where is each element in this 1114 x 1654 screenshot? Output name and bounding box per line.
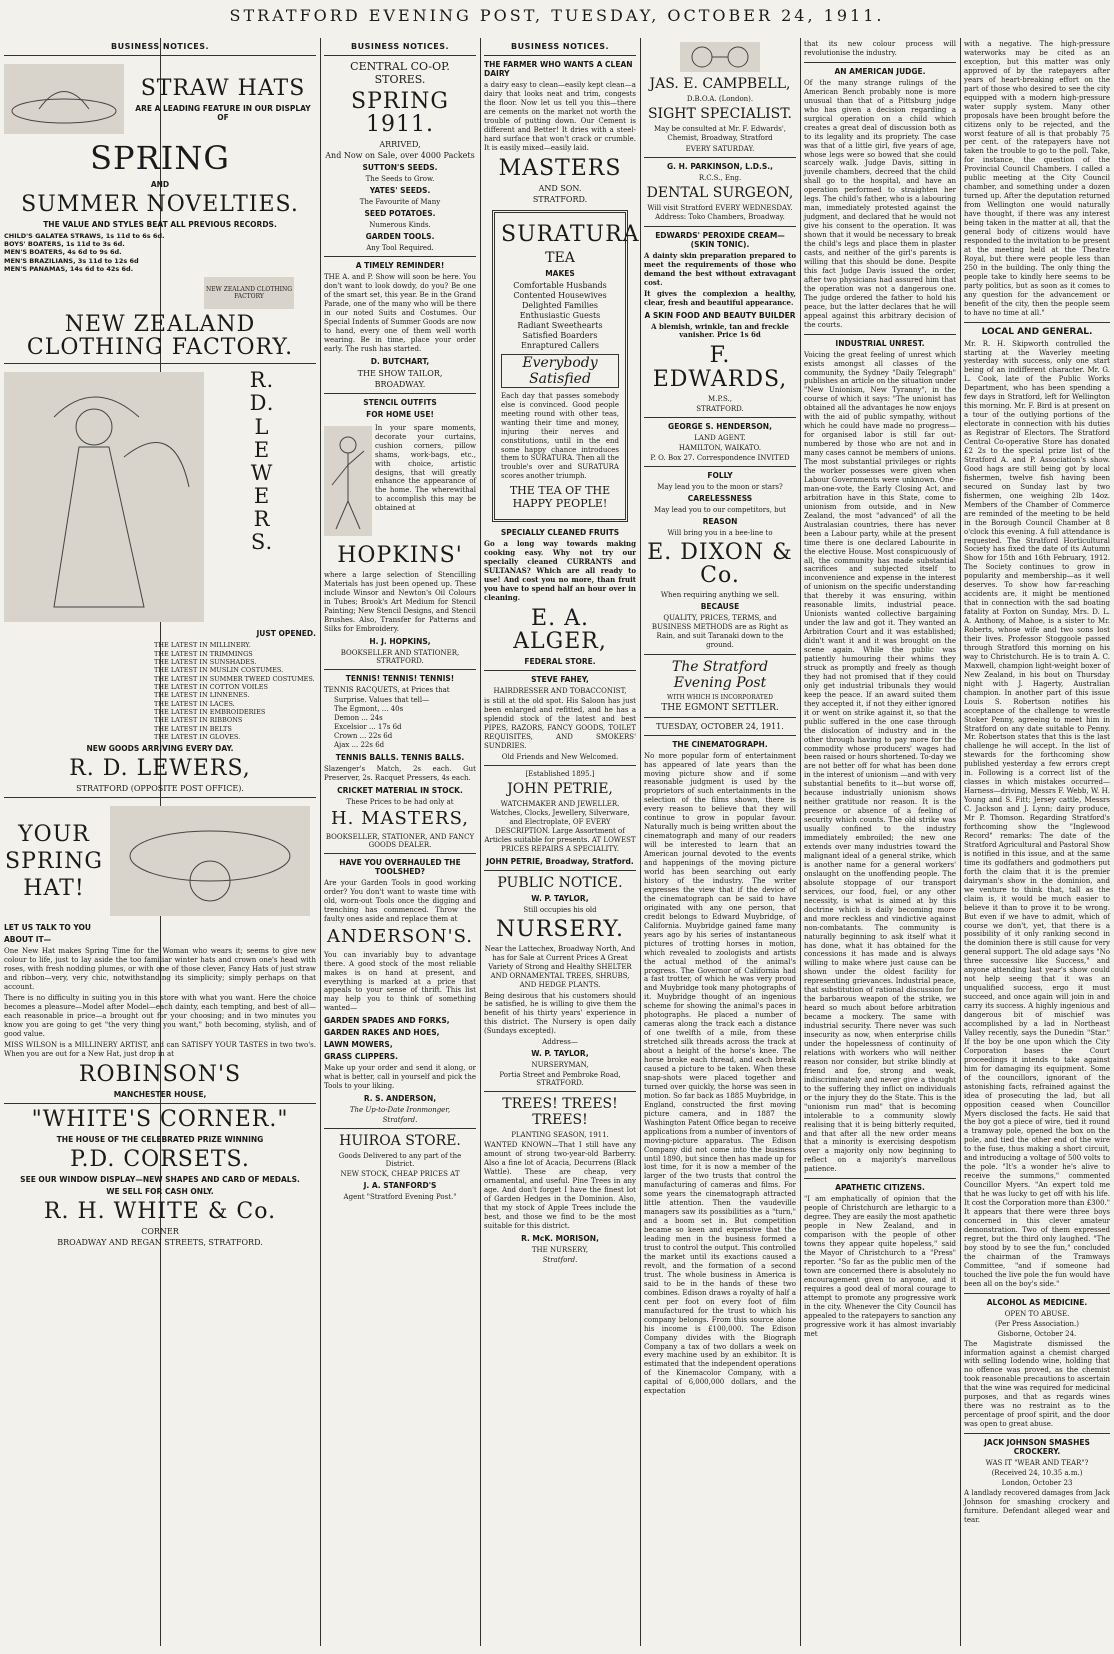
makes-list	[501, 281, 619, 350]
racquet-line: Surprise. Values that tell—	[334, 696, 430, 705]
nz-clothing-factory-title: NEW ZEALAND CLOTHING FACTORY.	[26, 312, 294, 361]
latest-item: THE LATEST IN GLOVES.	[154, 732, 241, 741]
tool-item: GRASS CLIPPERS.	[324, 1052, 399, 1062]
makes-item: Contented Housewives	[513, 290, 607, 300]
price-line: CHILD'S GALATEA STRAWS, 1s 11d to 6s 6d.	[4, 231, 165, 240]
tool-item: GARDEN RAKES AND HOES,	[324, 1028, 440, 1038]
coop-item-text: Any Tool Required.	[366, 244, 434, 253]
masters-and-son-title: MASTERS	[498, 155, 622, 181]
lewers-letter: S.	[250, 529, 274, 554]
huiroa-store-title: HUIROA STORE.	[339, 1133, 461, 1150]
spring-title: SPRING	[90, 139, 230, 177]
lewers-letter: L	[254, 414, 270, 439]
lady-with-parasol-illustration	[4, 372, 204, 622]
latest-item: THE LATEST IN EMBROIDERIES	[154, 707, 266, 716]
lewers-letter: D.	[249, 391, 275, 416]
price-line: MEN'S PANAMAS, 14s 6d to 42s 6d.	[4, 264, 134, 273]
straw-hats-title: STRAW HATS	[140, 75, 306, 101]
latest-list	[4, 641, 316, 741]
hopkins-title: HOPKINS'	[337, 542, 463, 568]
american-judge-article: Of the many strange rulings of the American Bench probably none is more unusual than that of a Pittsburg judge who has given a decision regarding a surgical operation on a child which creates a great deal of discussion both as to its legality and its propriety. The case was that of a little girl, five years of age, whose legs were so bowed that she could scarcely walk. Judge Davis, sitting in juvenile chambers, decreed that the child shall go to the hospital, and have an operation performed to straighten her legs. The child's father, who is a labouring man, immediately protested against the judgment, and declared that he would not give his consent to the operation. It was shown that it would be necessary to break the child's legs and place them in plaster casts, and neither of the girl's parents is willing that this should be done. Despite this fact Judge Davis issued the order, after two physicians had assured him that the operation was not a dangerous one. The judge ordered the father to hold his peace, but the latter declares that he will appeal against this arbitrary decision of the courts.	[804, 78, 956, 329]
coop-item-heading: YATES' SEEDS.	[369, 186, 431, 196]
coop-stores-title: CENTRAL CO-OP. STORES.	[350, 60, 450, 86]
edwards-title: F. EDWARDS,	[652, 343, 788, 392]
coop-item-text: The Favourite of Many	[359, 198, 441, 207]
latest-item: THE LATEST IN RIBBONS	[154, 716, 243, 725]
spectacles-illustration	[680, 42, 760, 72]
coop-item-text: Numerous Kinds.	[369, 221, 431, 230]
masthead: STRATFORD EVENING POST, TUESDAY, OCTOBER 24, 1911.	[229, 6, 885, 25]
paper-nameplate: The Stratford Evening Post	[671, 658, 769, 691]
andersons-title: ANDERSON'S.	[326, 925, 474, 947]
makes-item: Enraptured Callers	[521, 340, 599, 350]
makes-item: Delighted Families	[521, 300, 599, 310]
alger-title: E. A. ALGER,	[513, 606, 607, 655]
latest-item: THE LATEST IN LINNENES.	[154, 691, 250, 700]
racquet-list	[324, 696, 476, 750]
tool-list	[324, 1016, 476, 1061]
robinsons-title: ROBINSON'S	[78, 1061, 242, 1087]
stenciller-illustration	[324, 426, 372, 536]
price-line: MEN'S BOATERS, 4s 6d to 9s 6d.	[4, 248, 122, 257]
column-2: BUSINESS NOTICES. CENTRAL CO-OP. STORES. SPRING 1911. ARRIVED, And Now on Sale, over 4000 Packets SUTTON'S SEEDS. The Seeds to Grow. YATES' SEEDS. The Favourite of Many SEED POTATOES. Numerous Kinds. GARDEN TOOLS. Any Tool Required. A TIMELY REMINDER! THE A. and P. Show will soon be here. You don't want to look dowdy, do you? Be one of the smart set, this year. Be in the Grand Parade, one of the many who will be there in our noted Suits and Costumes. Our Special Indents of Summer Goods are now to hand, every one of them well worth wearing. Be in time, place your order early. The rush has started. D. BUTCHART, THE SHOW TAILOR, BROADWAY. STENCIL OUTFITS FOR HOME USE! In your spare moments, decorate your curtains, cushion corners, pillow shams, work-bags, etc., with choice, artistic designs, that will greatly enhance the appearance of the home. The wherewithal to accomplish this may be obtained at HOPKINS' where a large selection of Stencilling Materials has just been opened up. These include Winsor and Newton's Oil Colours in Tubes; Brook's Art Medium for Stencil Painting; New Stencil Designs, and Stencil Brushes. Also, Transfer for Patterns and Silks for Embroidery. H. J. HOPKINS, BOOKSELLER AND STATIONER, STRATFORD. TENNIS! TENNIS! TENNIS! TENNIS RACQUETS, at Prices that Surprise. Values that tell— The Egmont, ... 40s Demon ... 24s Excelsior ... 17s 6d Crown ... 22s 6d Ajax ... 22s 6d TENNIS BALLS. TENNIS BALLS. Slazenger's Match, 2s each. Gut Preserver, 2s. Racquet Pressers, 4s each. CRICKET MATERIAL IN STOCK. These Prices to be had only at H. MASTERS, BOOKSELLER, STATIONER, AND FANCY GOODS DEALER. HAVE YOU OVERHAULED THE TOOLSHED? Are your Garden Tools in good working order? You don't want to waste time with old, worn-out Tools once the digging and trenching has commenced. Throw the faulty ones aside and replace them at ANDERSON'S. You can invariably buy to advantage there. A good stock of the most reliable makes is on hand at present, and everything is marked at a price that appeals to your sense of thrift. This list may help you to think of something wanted— GARDEN SPADES AND FORKS, GARDEN RAKES AND HOES, LAWN MOWERS, GRASS CLIPPERS. Make up your order and send it along, or what is better, call in yourself and pick the Tools to your liking. R. S. ANDERSON, The Up-to-Date Ironmonger, Stratford. HUIROA STORE. Goods Delivered to any part of the District. NEW STOCK, CHEAP PRICES AT J. A. STANFORD'S Agent "Stratford Evening Post."	[324, 42, 476, 1202]
price-line: BOYS' BOATERS, 1s 11d to 3s 6d.	[4, 240, 125, 248]
latest-item: THE LATEST IN SUNSHADES.	[154, 658, 257, 667]
latest-item: THE LATEST IN MUSLIN COSTUMES.	[154, 666, 284, 675]
racquet-line: The Egmont, ... 40s	[334, 705, 404, 714]
makes-item: Radiant Sweethearts	[517, 320, 603, 330]
petrie-title: JOHN PETRIE,	[507, 780, 613, 797]
pd-corsets-title: P.D. CORSETS.	[70, 1146, 250, 1172]
lewers-title: R. D. LEWERS,	[69, 756, 251, 782]
whites-corner-title: "WHITE'S CORNER."	[31, 1106, 289, 1132]
price-line: MEN'S BRAZILIANS, 3s 11d to 12s 6d	[4, 256, 139, 265]
lewers-letter: R.	[249, 368, 275, 393]
campbell-title: JAS. E. CAMPBELL,	[649, 76, 791, 92]
coop-item-list	[324, 163, 476, 252]
price-list	[4, 232, 316, 274]
local-and-general-article: Mr. R. H. Skipworth controlled the starting at the Waverley meeting yesterday with success, only one start being of an indifferent character. Mr. G. L. Cook, late of the Public Works Department, who has been spending a few days in Stratford, left for Wellington this morning. Mr. F. Bird is at present on a tour of the outlying portions of the electorate in connection with his duties as Registrar of Electors. The Stratford Central Co-operative Store has donated £2 2s to the special prize list of the Stratford A. and P. Association's show. Good hags are still being got by local fishermen, twelve fish having been secured on Sunday last by two fishermen, one weighing 2lb 14oz. Members of the Chamber of Commerce are reminded of the meeting to be held in the Borough Council Chamber at 8 o'clock this evening. A full attendance is requested. The Stratford Horticultural Society has fixed the date of its Autumn Show for 15th and 16th February, 1912. The Society continues to grow in popularity and membership—as it well deserves. To show how far-reaching accidents are, it might be mentioned that in connection with the sad boating fatality at Foxton on Sunday, Mrs. D. L. A. Anthony, of Mahoe, is a sister to Mr. Roberts, whose wife and two sons lost their lives. Professor Stoggoole passed through Stratford this morning on his way to Christchurch. He is to train A. C. Maxwell, champion light-weight boxer of New Zealand, in his bout on Thursday night with J. Hagerty, Australian champion. In another part of this issue Louis S. Robertson notifies his acceptance of the challenge to wrestle Stoker Penny, agreeing to meet him in Stratford on any date suitable to Penny. Mr. Robertson states that this is the last challenge he will accept. In the list of stewards for the forthcoming show published yesterday a few errors crept in. Following is a correct list of the classes in which mistakes occurred—Harness—driving, Messrs F. Webb, W. H. Young and S. Fitt; Jersey cattle, Messrs C. Jackson and J. Lynn; dairy produce, Mr P. Thomson. Regarding Stratford's forthcoming show the "Inglewood Record" remarks: The date of the Stratford Agricultural and Pastoral Show is notified in this issue, and at the same time its godfathers and godmothers put forth the claim that it is the premier dairyman's show in the dominion, and we venture to think that, tall as the claim is, it would be much easier to believe it than to prove it to be wrong. But even if we have to admit, which of course we don't, yet, that there is a possibility of it only ranking second in the dominion there is still cause for very general support. The old adage says "No three successive like Success," and anyone attending last year's show could not help seeing that it was an unqualified success, ergo it must succeed, and once again will join in and carry its success. A highly ingenious and dangerous bit of mischief was accomplished by a lad in Northeast Valley recently, says the Dunedin "Star." If the boy be one upon which the City Corporation bases the Court proceedings it intends to take against him for damaging its equipment. Some of the councillors, ignorant of the astonishing facts, refrained against the idea of prosecuting the lad, but all opposition ceased when Councillor Myers disclosed the facts. He said that the boy got a piece of wire, tied it round a tramway pole, opened the box on the pole, and tied the other end of the wire to the fuse, thus making a short circuit, and introducing a voltage of 500 volts to the pole. "It's a wonder he's alive to receive the summons," commented Councillor Myers. "An expert told me that he was lucky to get off with his life. It cost the Corporation more than £300." It appears that there were three boys concerned in this clever amateur demonstration. Two of them expressed regret, but the third only laughed. "The boy stood by to see the fun," concluded the chairman of the Tramways Committee, "and if someone had touched the live pole the fun would have been all on the boy's side."	[964, 339, 1110, 1288]
coop-item-text: The Seeds to Grow.	[365, 175, 435, 184]
racquet-line: Crown ... 22s 6d	[334, 732, 393, 741]
summer-novelties-title: SUMMER NOVELTIES.	[21, 191, 299, 217]
dixon-title: E. DIXON & Co.	[647, 539, 793, 588]
makes-item: Satisfied Boarders	[522, 330, 598, 340]
lewers-letter: E	[253, 437, 271, 462]
tool-item: GARDEN SPADES AND FORKS,	[324, 1016, 450, 1026]
racquet-line: Excelsior ... 17s 6d	[334, 723, 402, 732]
racquet-line: Demon ... 24s	[334, 714, 383, 723]
makes-item: Comfortable Husbands	[513, 280, 607, 290]
rh-white-title: R. H. WHITE & Co.	[43, 1199, 277, 1224]
industrial-unrest-article: Voicing the great feeling of unrest which exists amongst all classes of the community, the Sydney "Daily Telegraph" publishes an article on the situation under "New Unionism, New Tyranny", in the course of which it says: "The unionist has obtained all the advantages he now enjoys with the aid of public sympathy, without which he could have made no progress—for organised labor is still far out-numbered by those who are not and in many cases cannot be members of unions. The most substantial privileges or rights the worker possesses were given when Labour Governments were unknown. One-man-one-vote, the Early Closing Act, and arbitration have in this State, come to unionism from outside, and in New Zealand, the most "advanced" of all the Australasian countries, there has never been a Labour party, while at the present time there is one declared Labourite in the elective House. Most conspicuously of all, the community has made substantial sacrifices and subjected itself to inconvenience and expense in the interest of unionism on the specific understanding that thereby it was ensuring, within reasonable limits, industrial peace. Unionists wanted collective bargaining under the law and got it. They wanted an Arbitration Court and it was established; didn't want it and it was brought on the scene again. While the public was patiently humouring their whims they struck as promptly and freely as though they had not promised that if they could only get industrial tribunals they would keep the peace. If an award suited them they accepted it, if not they either ignored it or went on strike against it, so that the public suffered in the one case through the dislocation of industry and in the other through having to pay more for the commodity whose producers' wages had been raised or hours shortened. To-day we are not better off for what has been done in the interest of unionism —and with very substantial benefits to it—but worse off, because industrially unionism shows neither gratitude nor reason. It is the presence or absence of a feeling of security which counts. The old strike was usually confined to the industry immediately embroiled; the new one extends over many industries toward the malignant ideal of a general strike, which is another name for a general workers' onslaught on the unoffending people. The absolute stoppage of our transport services, our food, fuel, or any other necessity, is what is aimed at by this doctrine which is daily becoming more and more reckless and vindictive against non-combatants. The community is naturally beginning to ask itself what it has done, what it has obtained for the concessions it has made and is always willing to make where just cause can be shown under the oldest facility for representing grievances. Industrial peace, that substitution of rational discussion for the barbarous weapon of the strike, we heard so much about before arbitration became a mockery. The same with industrial security. There never was such insecurity as now, when enterprise chills under the hopelessness of continuity of relations with workers who will neither reason nor consider, but strike blindly at friend and foe, strong and weak, indiscriminately and never give a thought to the suffering they inflict on individuals or the injury they do the State. This is the "unionism run mad" that is becoming intolerable to a community slowly realising that it is being bitterly requited, and that after all the new order means that a minority is exercising despotism over a majority only now beginning to reflect on a majority's marvellous patience.	[804, 350, 956, 1174]
column-3: BUSINESS NOTICES. THE FARMER WHO WANTS A CLEAN DAIRY a dairy easy to clean—easily kept clean—a dairy that looks neat and trim, congests the floor. Now let us tell you this—there are cements on the market not worth the trouble of putting down. Our Cement is different and Better! It dries with a steel-hard surface that won't crack or crumble. It is easily mixed—easily laid. MASTERS AND SON. STRATFORD. SURATURA TEA MAKES Comfortable Husbands Contented Housewives Delighted Families Enthusiastic Guests Radiant Sweethearts Satisfied Boarders Enraptured Callers Everybody Satisfied Each day that passes somebody else is convinced. Good people meeting round with other teas, wanting their time and money, injuring their nerves and constitutions, until in the end some happy chance introduces them to SURATURA. Then all the trouble's over and SURATURA scores another triumph. THE TEA OF THE HAPPY PEOPLE! SPECIALLY CLEANED FRUITS Go a long way towards making cooking easy. Why not try our specially cleaned CURRANTS and SULTANAS? Which are all ready to use! And cost you no more, than fruit you have to spend half an hour over in cleaning. E. A. ALGER, FEDERAL STORE. STEVE FAHEY, HAIRDRESSER AND TOBACCONIST, is still at the old spot. His Saloon has just been enlarged and refitted, and he has a splendid stock of the latest and best PIPES, RAZORS, FANCY GOODS, TOILET REQUISITES, AND SMOKERS' SUNDRIES. Old Friends and New Welcomed. [Established 1895.] JOHN PETRIE, WATCHMAKER AND JEWELLER. Watches, Clocks, Jewellery, Silverware, and Electroplate, OF EVERY DESCRIPTION. Large Assortment of Articles suitable for presents. AT LOWEST PRICES REPAIRS A SPECIALITY. JOHN PETRIE, Broadway, Stratford. PUBLIC NOTICE. W. P. TAYLOR, Still occupies his old NURSERY. Near the Lattechex, Broadway North, And has for Sale at Current Prices A Great Variety of Strong and Healthy SHELTER AND ORNAMENTAL TREES, SHRUBS, AND HEDGE PLANTS. Being desirous that his customers should be satisfied, he is willing to give them the benefit of his thirty years' experience in this district. The Nursery is open daily (Sundays excepted). Address— W. P. TAYLOR, NURSERYMAN, Portia Street and Pembroke Road, STRATFORD. TREES! TREES! TREES! PLANTING SEASON, 1911. WANTED KNOWN—That I still have any amount of strong two-year-old Barberry. Also a fine lot of Acacia, Decurrens (Black Wattle). These are cheap, very ornamental, and useful. Pine Trees in any age. And don't forget I have the finest lot of Garden Hedges in the Dominion. Also, that my stock of Apple Trees include the best, and those we find to be the most suitable for this district. R. McK. MORISON, THE NURSERY, Stratford.	[484, 42, 640, 1264]
column-4: JAS. E. CAMPBELL, D.B.O.A. (London). SIGHT SPECIALIST. May be consulted at Mr. F. Edwards', Chemist, Broadway, Stratford EVERY SATURDAY. G. H. PARKINSON, L.D.S., R.C.S., Eng. DENTAL SURGEON, Will visit Stratford EVERY WEDNESDAY. Address: Toko Chambers, Broadway. EDWARDS' PEROXIDE CREAM—(SKIN TONIC). A dainty skin preparation prepared to meet the requirements of those who demand the best without extravagant cost. It gives the complexion a healthy, clear, fresh and beautiful appearance. A SKIN FOOD AND BEAUTY BUILDER A blemish, wrinkle, tan and freckle vanisher. Price 1s 6d F. EDWARDS, M.P.S., STRATFORD. GEORGE S. HENDERSON, LAND AGENT. HAMILTON, WAIKATO. P. O. Box 27. Correspondence INVITED FOLLY May lead you to the moon or stars? CARELESSNESS May lead you to our competitors, but REASON Will bring you in a bee-line to E. DIXON & Co. When requiring anything we sell. BECAUSE QUALITY, PRICES, TERMS, and BUSINESS METHODS are as Right as Rain, and suit Taranaki down to the ground. The Stratford Evening Post WITH WHICH IS INCORPORATED THE EGMONT SETTLER. TUESDAY, OCTOBER 24, 1911. THE CINEMATOGRAPH. No more popular form of entertainment has appeared of late years than the moving picture show and if some reasonable judgment is used by the proprietors of such entertainments in the selection of the films shown, there is every reason to believe that they will continue to grow in popular favour. Naturally much is being written about the cinematograph and many of our readers will be interested to learn that an American journal devoted to the events and happenings of the moving picture world has been searching out early history of the industry. The writer expresses the view that if the device of the cinematograph can be said to have originated with any one person, that credit belongs to Edward Muybridge, of California. Muybridge gained fame many years ago by his series of instantaneous pictures of trotting horses in motion, which revealed to zoologists and artists the actual method of the animal's progress. The Governor of California had a fast trotter, of which he was very proud and Muybridge took many photographs of it. Muybridge thought of an ingenious scheme for showing the animal's paces in photographs. He placed a number of cameras along the track each a distance of one twelfth of a mile, from these stretched silk threads across the track at about a height of the horse's knee. The horse broke each thread, and each break caused a picture to be taken. When these snap-shots were placed together and turned over quickly, the horse was seen in motion. So far back as 1885 Muybridge, in England, constructed the first moving picture camera, and in 1887 the Washington Patent Office began to receive applications from a number of inventors of moving-picture apparatus. The Edison Company did not come into the business until 1890, but since then has made up for lost time, for it is now a member of the larger of the two trusts that control the manufacturing of cameras and films. For some years the cinematograph attracted little attention. Then the vaudeville managers saw its possibilities as a "turn," and a boom set in. But competition became so keen and expensive that the leading men in the business formed a trust to control the output. This controlled the market until its exactions caused a revolt, and the formation of a second trust. The whole business in America is said to be in the hands of these two combines. Edison draws a royalty of half a cent per foot on every foot of film manufactured for the trust to which his company belongs. From this source alone his income is £100,000. The Edison Company divides with the Biograph Company a tax of two dollars a week on every machine used by an exhibitor. It is estimated that the independent operations of the Kinemacolor Company, with a capital of 6,000,000 dollars, and the expectation	[640, 38, 800, 1646]
straw-hat-illustration	[4, 64, 124, 134]
coop-item-heading: SUTTON'S SEEDS.	[362, 163, 438, 173]
cinematograph-article: No more popular form of entertainment has appeared of late years than the moving picture show and if some reasonable judgment is used by the proprietors of such entertainments in the selection of the films shown, there is every reason to believe that they will continue to grow in popular favour. Naturally much is being written about the cinematograph and many of our readers will be interested to learn that an American journal devoted to the events and happenings of the moving picture world has been searching out early history of the industry. The writer expresses the view that if the device of the cinematograph can be said to have originated with any one person, that credit belongs to Edward Muybridge, of California. Muybridge gained fame many years ago by his series of instantaneous pictures of trotting horses in motion, which revealed to zoologists and artists the actual method of the animal's progress. The Governor of California had a fast trotter, of which he was very proud and Muybridge took many photographs of it. Muybridge thought of an ingenious scheme for showing the animal's paces in photographs. He placed a number of cameras along the track each a distance of one twelfth of a mile, from these stretched silk threads across the track at about a height of the horse's knee. The horse broke each thread, and each break caused a picture to be taken. When these snap-shots were placed together and turned over quickly, the horse was seen in motion. So far back as 1885 Muybridge, in England, constructed the first moving picture camera, and in 1887 the Washington Patent Office began to receive applications from a number of inventors of moving-picture apparatus. The Edison Company did not come into the business until 1890, but since then has made up for lost time, for it is now a member of the larger of the two trusts that control the manufacturing of cameras and films. For some years the cinematograph attracted little attention. Then the vaudeville managers saw its possibilities as a "turn," and a boom set in. But competition became so keen and expensive that the leading men in the business formed a trust to control the output. This controlled the market until its exactions caused a revolt, and the formation of a second trust. The whole business in America is said to be in the hands of these two combines. Edison draws a royalty of half a cent per foot on every foot of film manufactured for the trust to which his company belongs. From this source alone his income is £100,000. The Edison Company divides with the Biograph Company a tax of two dollars a week on every machine used by an exhibitor. It is estimated that the independent operations of the Kinemacolor Company, with a capital of 6,000,000 dollars, and the expectation	[644, 751, 796, 1396]
nzcf-logo: NEW ZEALAND CLOTHING FACTORY	[204, 277, 294, 309]
tool-item: LAWN MOWERS,	[324, 1040, 393, 1050]
spring-hat-illustration	[110, 806, 310, 916]
column-6: with a negative. The high-pressure waterworks may be cited as an exception, but this matter was only approved of by the ratepayers after years of heart-breaking effort on the part of those who desired to see the city equipped with a modern high-pressure water supply system. Many other proposals have been brought before the citizens only to be rejected, and the worst feature of all is that probably 75 per cent. of the ratepayers have not taken the trouble to go to the poll. Take, for instance, the question of the Provincial Council Chambers. I called a public meeting at the City Council chamber, and something under a dozen turned up. After the deputation returned from Wellington one would naturally have thought, if there was any interest being taken in the matter at all, that the general body of citizens would have responded to the invitation to be present at the meeting held at the Theatre Royal, but there were people less than 250 in the building. The only thing the people take to kindly here seems to be party politics, but as soon as it comes to any question for the advancement or benefit of the city, then the people seem to have no time at all." LOCAL AND GENERAL. Mr. R. H. Skipworth controlled the starting at the Waverley meeting yesterday with success, only one start being of an indifferent character. Mr. G. L. Cook, late of the Public Works Department, who has been spending a few days in Stratford, left for Wellington this morning. Mr. F. Bird is at present on a tour of the outlying portions of the electorate in connection with his duties as Registrar of Electors. The Stratford Central Co-operative Store has donated £2 2s to the special prize list of the Stratford A. and P. Association's show. Good hags are still being got by local fishermen, twelve fish having been secured on Sunday last by two fishermen, one weighing 2lb 14oz. Members of the Chamber of Commerce are reminded of the meeting to be held in the Borough Council Chamber at 8 o'clock this evening. A full attendance is requested. The Stratford Horticultural Society has fixed the date of its Autumn Show for 15th and 16th February, 1912. The Society continues to grow in popularity and membership—as it well deserves. To show how far-reaching accidents are, it might be mentioned that in connection with the sad boating fatality at Foxton on Sunday, Mrs. D. L. A. Anthony, of Mahoe, is a sister to Mr. Roberts, whose wife and two sons lost their lives. Professor Stoggoole passed through Stratford this morning on his way to Christchurch. He is to train A. C. Maxwell, champion light-weight boxer of New Zealand, in his bout on Thursday night with J. Hagerty, Australian champion. In another part of this issue Louis S. Robertson notifies his acceptance of the challenge to wrestle Stoker Penny, agreeing to meet him in Stratford on any date suitable to Penny. Mr. Robertson states that this is the last challenge he will accept. In the list of stewards for the forthcoming show published yesterday a few errors crept in. Following is a correct list of the classes in which mistakes occurred—Harness—driving, Messrs F. Webb, W. H. Young and S. Fitt; Jersey cattle, Messrs C. Jackson and J. Lynn; dairy produce, Mr P. Thomson. Regarding Stratford's forthcoming show the "Inglewood Record" remarks: The date of the Stratford Agricultural and Pastoral Show is notified in this issue, and at the same time its godfathers and godmothers put forth the claim that it is the premier dairyman's show in the dominion, and we venture to think that, tall as the claim is, it would be much easier to believe it than to prove it to be wrong. But even if we have to admit, which of course we don't, yet, that there is a possibility of it only ranking second in the dominion there is still cause for very general support. The old adage says "No three successive like Success," and anyone attending last year's show could not help seeing that it was an unqualified success, ergo it must succeed, and once again will join in and carry its success. A highly ingenious and dangerous bit of mischief was accomplished by a lad in Northeast Valley recently, says the Dunedin "Star." If the boy be one upon which the City Corporation bases the Court proceedings it intends to take against him for damaging its equipment. Some of the councillors, ignorant of the astonishing facts, refrained against the idea of prosecuting the lad, but all opposition ceased when Councillor Myers disclosed the facts. He said that the boy got a piece of wire, tied it round a tramway pole, opened the box on the pole, and tied the other end of the wire to the fuse, thus making a short circuit, and introducing a voltage of 500 volts to the pole. "It's a wonder he's alive to receive the summons," commented Councillor Myers. "An expert told me that he was lucky to get off with his life. It cost the Corporation more than £300." It appears that there were three boys concerned in this clever amateur demonstration. Two of them expressed regret, but the third only laughed. "The boy stood by to see the fun," concluded the chairman of the Tramways Committee, "and if someone had touched the live pole the fun would have been all on the boy's side." ALCOHOL AS MEDICINE. OPEN TO ABUSE. (Per Press Association.) Gisborne, October 24. The Magistrate dismissed the information against a chemist charged with selling Iodendo wine, holding that no offence was proved, as the chemist took reasonable precautions to ascertain that the wine was required for medicinal purposes, and that as regards wines there was no restraint as to the percentage of proof spirit, and the door was open to great abuse. JACK JOHNSON SMASHES CROCKERY. WAS IT "WEAR AND TEAR"? (Received 24, 10.35 a.m.) London, October 23 A landlady recovered damages from Jack Johnson for smashing crockery and furniture. Defendant alleged wear and tear.	[964, 40, 1110, 1524]
latest-item: THE LATEST IN MILLINERY.	[154, 641, 251, 650]
suratura-tea-ad: SURATURA TEA MAKES Comfortable Husbands Contented Housewives Delighted Families Enthusiastic Guests Radiant Sweethearts Satisfied Boarders Enraptured Callers Everybody Satisfied Each day that passes somebody else is convinced. Good people meeting round with other teas, wanting their time and money, injuring their nerves and constitutions, until in the end some happy chance introduces them to SURATURA. Then all the trouble's over and SURATURA scores another triumph. THE TEA OF THE HAPPY PEOPLE!	[492, 210, 628, 523]
coop-item-heading: GARDEN TOOLS.	[365, 232, 435, 242]
latest-item: THE LATEST IN COTTON VOILES	[154, 683, 268, 691]
lewers-vertical-letters	[208, 368, 316, 626]
latest-item: THE LATEST IN TRIMMINGS	[154, 649, 253, 658]
latest-item: THE LATEST IN BELTS	[154, 724, 232, 733]
h-masters-title: H. MASTERS,	[330, 808, 469, 830]
latest-item: THE LATEST IN LACES.	[154, 699, 235, 708]
lewers-letter: W	[250, 460, 274, 485]
spring-1911-title: SPRING 1911.	[351, 89, 449, 138]
nursery-title: NURSERY.	[495, 916, 625, 942]
column-1: BUSINESS NOTICES. STRAW HATS ARE A LEADING FEATURE IN OUR DISPLAY OF SPRING AND SUMMER NOVELTIES. THE VALUE AND STYLES BEAT ALL PREVIOUS RECORDS. CHILD'S GALATEA STRAWS, 1s 11d to 6s 6d. BOYS' BOATERS, 1s 11d to 3s 6d. MEN'S BOATERS, 4s 6d to 9s 6d. MEN'S BRAZILIANS, 3s 11d to 12s 6d MEN'S PANAMAS, 14s 6d to 42s 6d. NEW ZEALAND CLOTHING FACTORY NEW ZEALAND CLOTHING FACTORY. R. D. L E W E R S. JUST OPENED. THE LATEST IN MILLINERY. THE LATEST IN TRIMMINGS THE LATEST IN SUNSHADES. THE LATEST IN MUSLIN COSTUMES. THE LATEST IN SUMMER TWEED COSTUMES. THE LATEST IN COTTON VOILES THE LATEST IN LINNENES. THE LATEST IN LACES. THE LATEST IN EMBROIDERIES THE LATEST IN RIBBONS THE LATEST IN BELTS THE LATEST IN GLOVES. NEW GOODS ARRIVING EVERY DAY. R. D. LEWERS, STRATFORD (OPPOSITE POST OFFICE). YOUR SPRING HAT! LET US TALK TO YOU ABOUT IT— One New Hat makes Spring Time for the Woman who wears it; seems to give new colour to life, just to lay aside the too familiar winter hats and crown one's head with roses, with fresh nodding plumes, or with one of those clever, Fancy Hats of just straw and ribbon—very, very chic, notwithstanding its simplicity; simply perhaps on that account. There is no difficulty in suiting you in this store with what you want. Here the choice becomes a pleasure—Model after Model—each dainty, each tempting, and best of all—each reasonable in price—a brought out for your choosing; and in two minutes you know you are going to get "the very thing you want," both becoming, stylish, and of good value. MISS WILSON is a MILLINERY ARTIST, and can SATISFY YOUR TASTES in two two's. When you are out for a New Hat, just drop in at ROBINSON'S MANCHESTER HOUSE, "WHITE'S CORNER." THE HOUSE OF THE CELEBRATED PRIZE WINNING P.D. CORSETS. SEE OUR WINDOW DISPLAY—NEW SHAPES AND CARD OF MEDALS. WE SELL FOR CASH ONLY. R. H. WHITE & Co. CORNER BROADWAY AND REGAN STREETS, STRATFORD.	[4, 42, 316, 1248]
lewers-letter: R	[253, 506, 271, 531]
lewers-letter: E	[253, 483, 271, 508]
latest-item: THE LATEST IN SUMMER TWEED COSTUMES.	[154, 674, 315, 683]
column-5: that its new colour process will revolutionise the industry. AN AMERICAN JUDGE. Of the many strange rulings of the American Bench probably none is more unusual than that of a Pittsburg judge who has given a decision regarding a surgical operation on a child which creates a great deal of discussion both as to its legality and its propriety. The case was that of a little girl, five years of age, whose legs were so bowed that she could scarcely walk. Judge Davis, sitting in juvenile chambers, decreed that the child shall go to the hospital, and have an operation performed to straighten her legs. The child's father, who is a labouring man, immediately protested against the judgment, and declared that he would not give his consent to the operation. It was shown that it would be necessary to break the child's legs and place them in plaster casts, and neither of the girl's parents is willing that this should be done. Despite this fact Judge Davis issued the order, after two physicians had assured him that the operation was not a dangerous one. The judge ordered the father to hold his peace, but the latter declares that he will appeal against this arbitrary decision of the courts. INDUSTRIAL UNREST. Voicing the great feeling of unrest which exists amongst all classes of the community, the Sydney "Daily Telegraph" publishes an article on the situation under "New Unionism, New Tyranny", in the course of which it says: "The unionist has obtained all the advantages he now enjoys with the aid of public sympathy, without which he could have made no progress—for organised labor is still far out-numbered by those who are not and in many cases cannot be members of unions. The most substantial privileges or rights the worker possesses were given when Labour Governments were unknown. One-man-one-vote, the Early Closing Act, and arbitration have in this State, come to unionism from outside, and in New Zealand, the most "advanced" of all the Australasian countries, there has never been a Labour party, while at the present time there is one declared Labourite in the elective House. Most conspicuously of all, the community has made substantial sacrifices and subjected itself to inconvenience and expense in the interest of unionism on the specific understanding that thereby it was ensuring, within reasonable limits, industrial peace. Unionists wanted collective bargaining under the law and got it. They wanted an Arbitration Court and it was established; didn't want it and it was brought on the scene again. While the public was patiently humouring their whims they struck as promptly and freely as though they had not promised that if they could only get industrial tribunals they would keep the peace. If an award suited them they accepted it, if not they either ignored it or went on strike against it, so that the public suffered in the one case through the dislocation of industry and in the other through having to pay more for the commodity whose producers' wages had been raised or hours shortened. To-day we are not better off for what has been done in the interest of unionism —and with very substantial benefits to it—but worse off, because industrially unionism shows neither gratitude nor reason. It is the presence or absence of a feeling of security which counts. The old strike was usually confined to the industry immediately embroiled; the new one extends over many industries toward the malignant ideal of a general strike, which is another name for a general workers' onslaught on the unoffending people. The absolute stoppage of our transport services, our food, fuel, or any other necessity, is what is aimed at by this doctrine which is daily becoming more and more reckless and vindictive against non-combatants. The community is naturally beginning to ask itself what it has done, what it has obtained for the concessions it has made and is always willing to make where just cause can be shown under the oldest facility for representing grievances. Industrial peace, that substitution of rational discussion for the barbarous weapon of the strike, we heard so much about before arbitration became a mockery. The same with industrial security. There never was such insecurity as now, when enterprise chills under the hopelessness of continuity of relations with workers who will neither reason nor consider, but strike blindly at friend and foe, strong and weak, indiscriminately and never give a thought to the suffering they inflict on individuals or the injury they do the State. This is the "unionism run mad" that is becoming intolerable to a community slowly realising that it is being bitterly requited, and that after all the new order means that a minority is exercising despotism over a majority only now beginning to reflect on a majority's marvellous patience. APATHETIC CITIZENS. "I am emphatically of opinion that the people of Christchurch are lethargic to a degree. They are easily the most apathetic people in New Zealand, and in comparison with the people of other towns they appear quite hopeless," said the Mayor of Christchurch to a "Press" reporter. "So far as the public men of the town are concerned there is absolutely no encouragement given to anyone, and it requires a good deal of moral courage to attempt to promote any progressive work in the city. Whenever the City Council has appealed to the ratepayers to sanction any progressive work it has almost invariably met	[804, 40, 956, 1338]
makes-item: Enthusiastic Guests	[519, 310, 601, 320]
racquet-line: Ajax ... 22s 6d	[334, 741, 385, 750]
apathetic-citizens-article: "I am emphatically of opinion that the people of Christchurch are lethargic to a degree. They are easily the most apathetic people in New Zealand, and in comparison with the people of other towns they appear quite hopeless," said the Mayor of Christchurch to a "Press" reporter. "So far as the public men of the town are concerned there is absolutely no encouragement given to anyone, and it requires a good deal of moral courage to attempt to promote any progressive work in the city. Whenever the City Council has appealed to the ratepayers to sanction any progressive work it has almost invariably met	[804, 1195, 956, 1338]
section-heading: BUSINESS NOTICES.	[110, 42, 209, 51]
coop-item-heading: SEED POTATOES.	[364, 209, 436, 219]
